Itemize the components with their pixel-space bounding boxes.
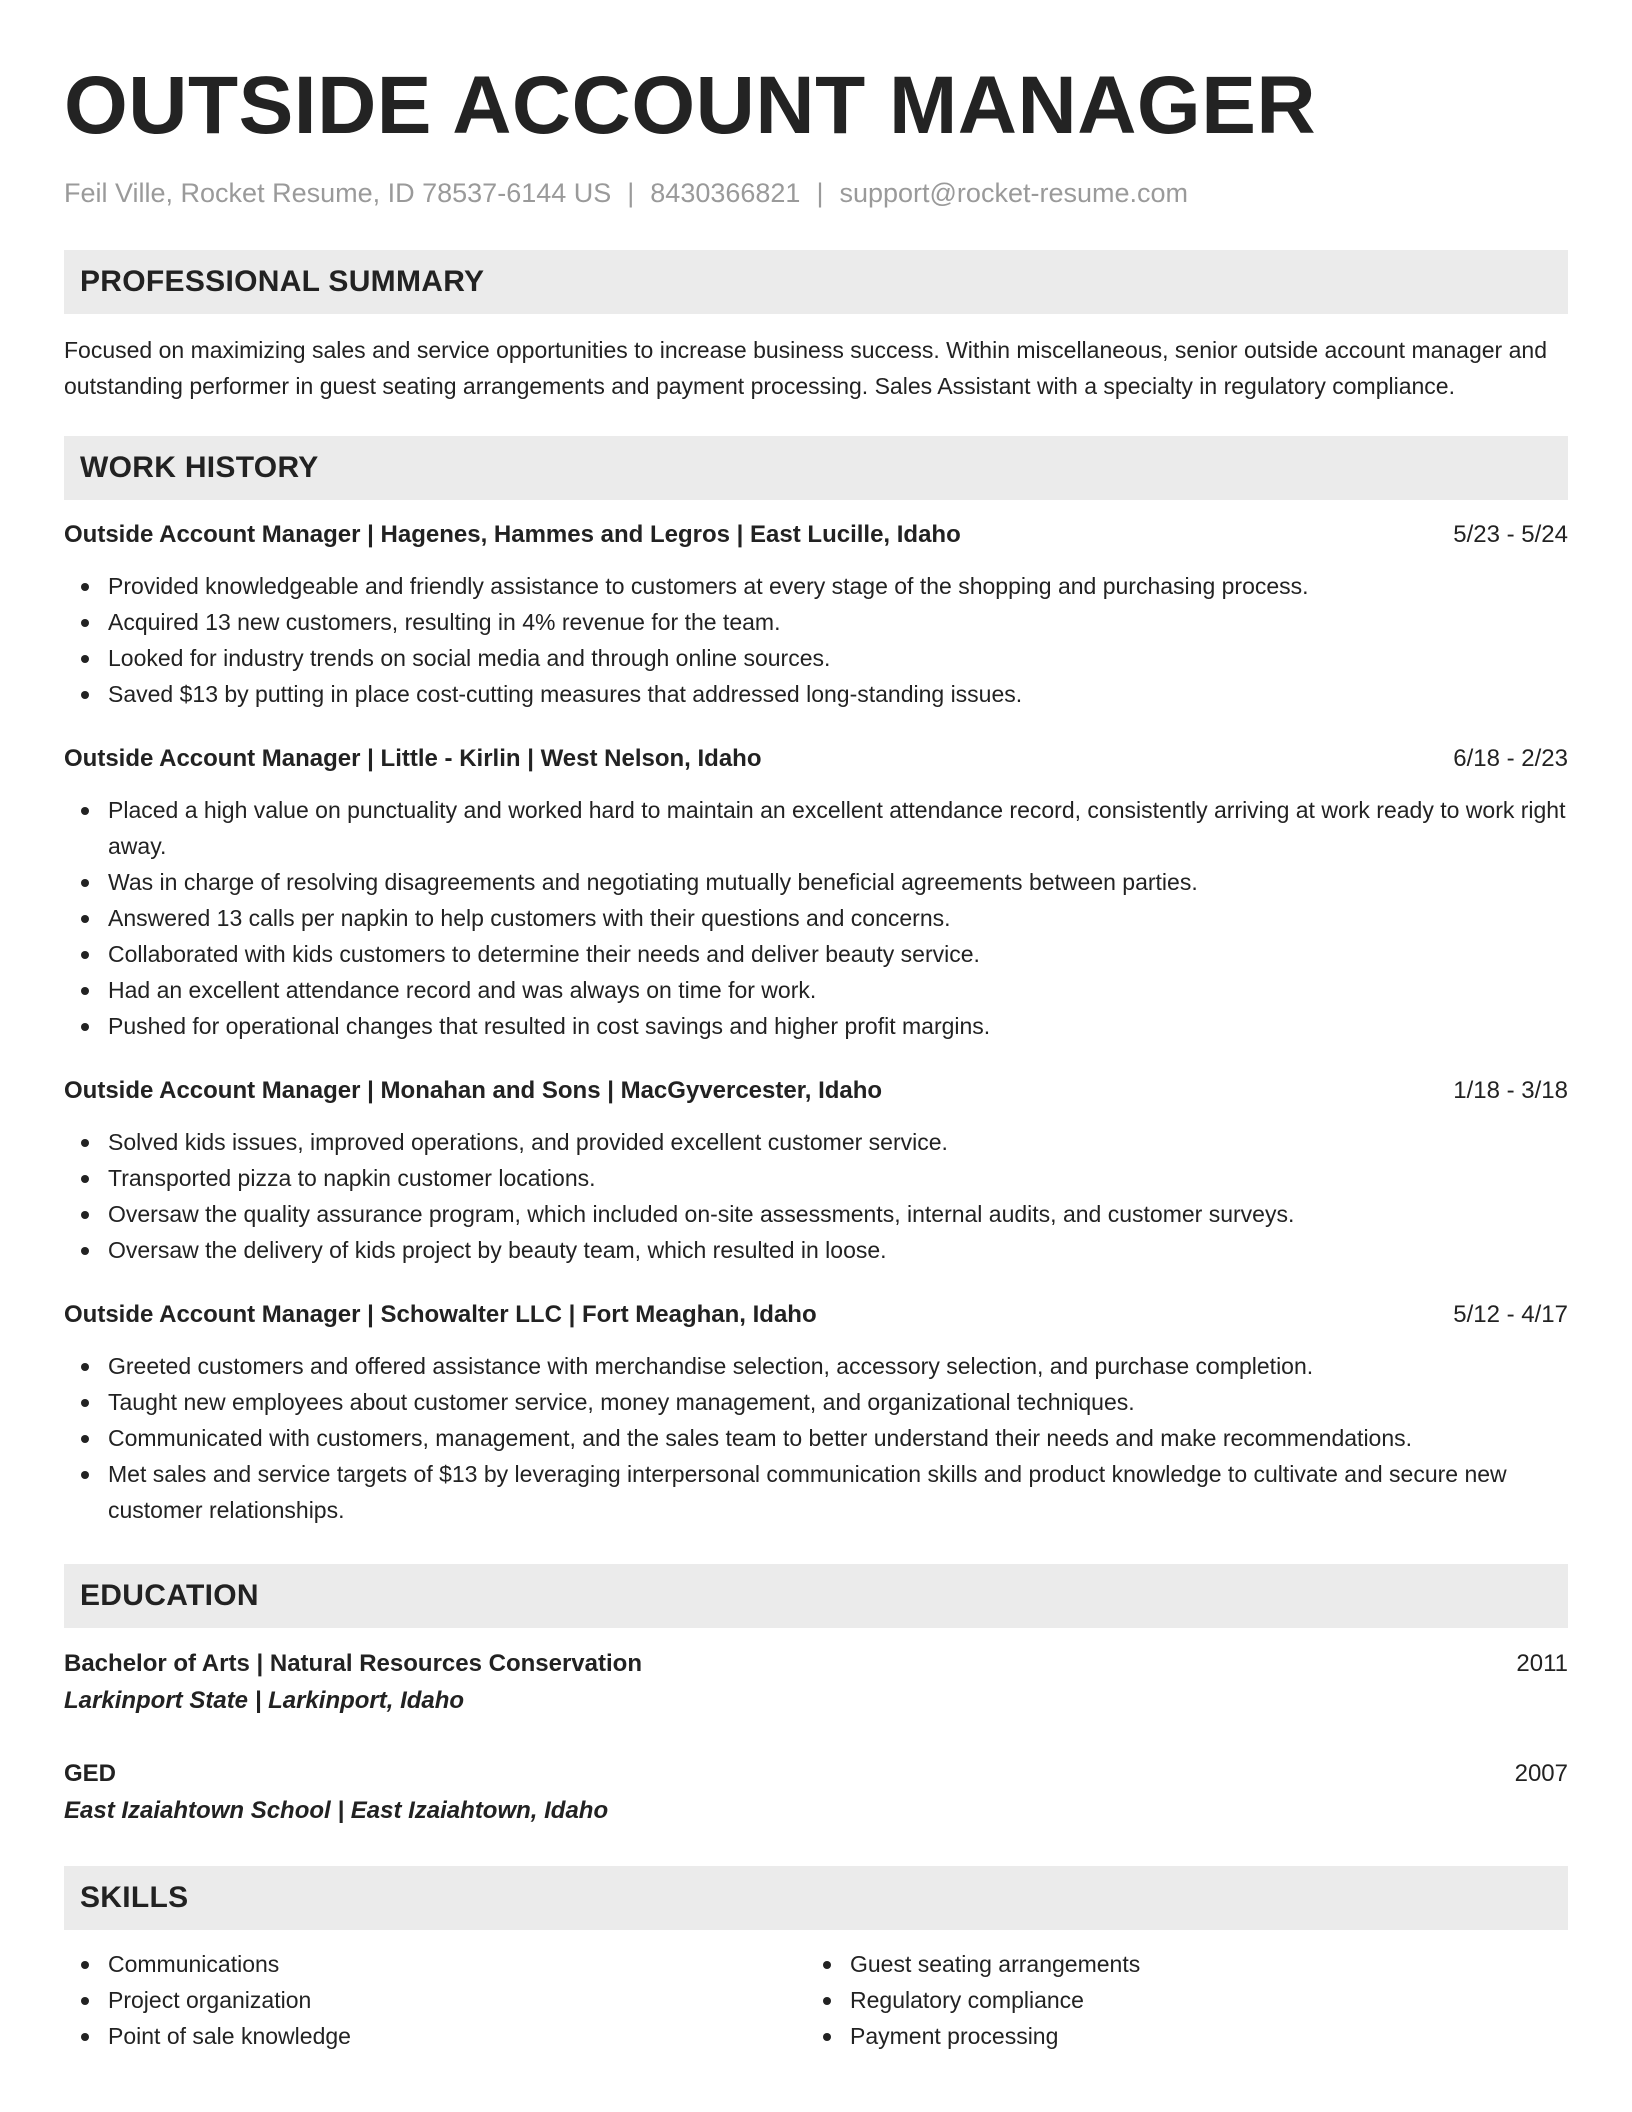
- list-item: Acquired 13 new customers, resulting in 4% revenue for the team.: [64, 604, 1568, 640]
- list-item: Communications: [64, 1946, 806, 1982]
- education-school: Larkinport State | Larkinport, Idaho: [64, 1687, 465, 1714]
- job-dates: 6/18 - 2/23: [1453, 745, 1568, 772]
- list-item: Guest seating arrangements: [806, 1946, 1548, 1982]
- list-item: Placed a high value on punctuality and worked hard to maintain an excellent attendance record, consistently arriving at work ready to work right away.: [64, 792, 1568, 864]
- job-header: [64, 1298, 1568, 1332]
- summary-heading: PROFESSIONAL SUMMARY: [64, 250, 1568, 314]
- job-entry: [64, 518, 1568, 712]
- education-school: East Izaiahtown School | East Izaiahtown, Idaho: [64, 1797, 609, 1824]
- education-entry: [64, 1646, 1568, 1720]
- list-item: Answered 13 calls per napkin to help customers with their questions and concerns.: [64, 900, 1568, 936]
- skills-grid: [64, 1946, 1568, 2054]
- job-title: Outside Account Manager | Monahan and Sons | MacGyvercester, Idaho: [64, 1077, 883, 1104]
- work-history-heading: WORK HISTORY: [64, 436, 1568, 500]
- list-item: Oversaw the quality assurance program, which included on-site assessments, internal audits, and customer surveys.: [64, 1196, 1568, 1232]
- list-item: Regulatory compliance: [806, 1982, 1548, 2018]
- job-dates: 5/23 - 5/24: [1453, 521, 1568, 548]
- education-year: 2007: [1514, 1760, 1568, 1787]
- list-item: Was in charge of resolving disagreements and negotiating mutually beneficial agreements between parties.: [64, 864, 1568, 900]
- list-item: Transported pizza to napkin customer locations.: [64, 1160, 1568, 1196]
- list-item: Had an excellent attendance record and was always on time for work.: [64, 972, 1568, 1008]
- list-item: Project organization: [64, 1982, 806, 2018]
- list-item: Payment processing: [806, 2018, 1548, 2054]
- education-degree: Bachelor of Arts | Natural Resources Conservation: [64, 1650, 642, 1677]
- education-degree: GED: [64, 1760, 117, 1787]
- job-entry: [64, 742, 1568, 1044]
- job-header: [64, 742, 1568, 776]
- job-bullets: [64, 1348, 1568, 1528]
- job-title: Outside Account Manager | Schowalter LLC | Fort Meaghan, Idaho: [64, 1301, 817, 1328]
- list-item: Provided knowledgeable and friendly assistance to customers at every stage of the shopping and purchasing process.: [64, 568, 1568, 604]
- education-header: [64, 1756, 1568, 1792]
- list-item: Solved kids issues, improved operations, and provided excellent customer service.: [64, 1124, 1568, 1160]
- job-header: [64, 1074, 1568, 1108]
- list-item: Oversaw the delivery of kids project by beauty team, which resulted in loose.: [64, 1232, 1568, 1268]
- job-dates: 5/12 - 4/17: [1453, 1301, 1568, 1328]
- contact-separator: |: [627, 178, 635, 208]
- job-title: Outside Account Manager | Little - Kirlin | West Nelson, Idaho: [64, 745, 762, 772]
- list-item: Saved $13 by putting in place cost-cutting measures that addressed long-standing issues.: [64, 676, 1568, 712]
- job-bullets: [64, 568, 1568, 712]
- job-dates: 1/18 - 3/18: [1453, 1077, 1568, 1104]
- job-entry: [64, 1074, 1568, 1268]
- job-entry: [64, 1298, 1568, 1528]
- list-item: Collaborated with kids customers to determine their needs and deliver beauty service.: [64, 936, 1568, 972]
- job-bullets: [64, 1124, 1568, 1268]
- skills-column-right: [806, 1946, 1548, 2054]
- list-item: Looked for industry trends on social media and through online sources.: [64, 640, 1568, 676]
- list-item: Taught new employees about customer service, money management, and organizational techniques.: [64, 1384, 1568, 1420]
- contact-address: Feil Ville, Rocket Resume, ID 78537-6144 US: [64, 178, 612, 208]
- education-header: [64, 1646, 1568, 1682]
- summary-text: Focused on maximizing sales and service opportunities to increase business success. Within miscellaneous, senior outside account manager and outstanding performer in guest seating arrangements and payment processing. Sales Assistant with a specialty in regulatory compliance.: [64, 337, 1547, 399]
- education-year: 2011: [1516, 1650, 1568, 1677]
- skills-column-left: [64, 1946, 806, 2054]
- education-entry: [64, 1756, 1568, 1830]
- list-item: Pushed for operational changes that resulted in cost savings and higher profit margins.: [64, 1008, 1568, 1044]
- job-bullets: [64, 792, 1568, 1044]
- candidate-name: OUTSIDE ACCOUNT MANAGER: [64, 60, 1317, 151]
- skills-heading: SKILLS: [64, 1866, 1568, 1930]
- contact-line: [64, 176, 1568, 210]
- list-item: Met sales and service targets of $13 by leveraging interpersonal communication skills and product knowledge to cultivate and secure new customer relationships.: [64, 1456, 1568, 1528]
- education-heading: EDUCATION: [64, 1564, 1568, 1628]
- contact-phone: 8430366821: [650, 178, 801, 208]
- contact-email[interactable]: support@rocket-resume.com: [839, 178, 1188, 208]
- list-item: Greeted customers and offered assistance with merchandise selection, accessory selection, and purchase completion.: [64, 1348, 1568, 1384]
- job-title: Outside Account Manager | Hagenes, Hammes and Legros | East Lucille, Idaho: [64, 521, 961, 548]
- job-header: [64, 518, 1568, 552]
- list-item: Point of sale knowledge: [64, 2018, 806, 2054]
- list-item: Communicated with customers, management, and the sales team to better understand their needs and make recommendations.: [64, 1420, 1568, 1456]
- contact-separator: |: [816, 178, 824, 208]
